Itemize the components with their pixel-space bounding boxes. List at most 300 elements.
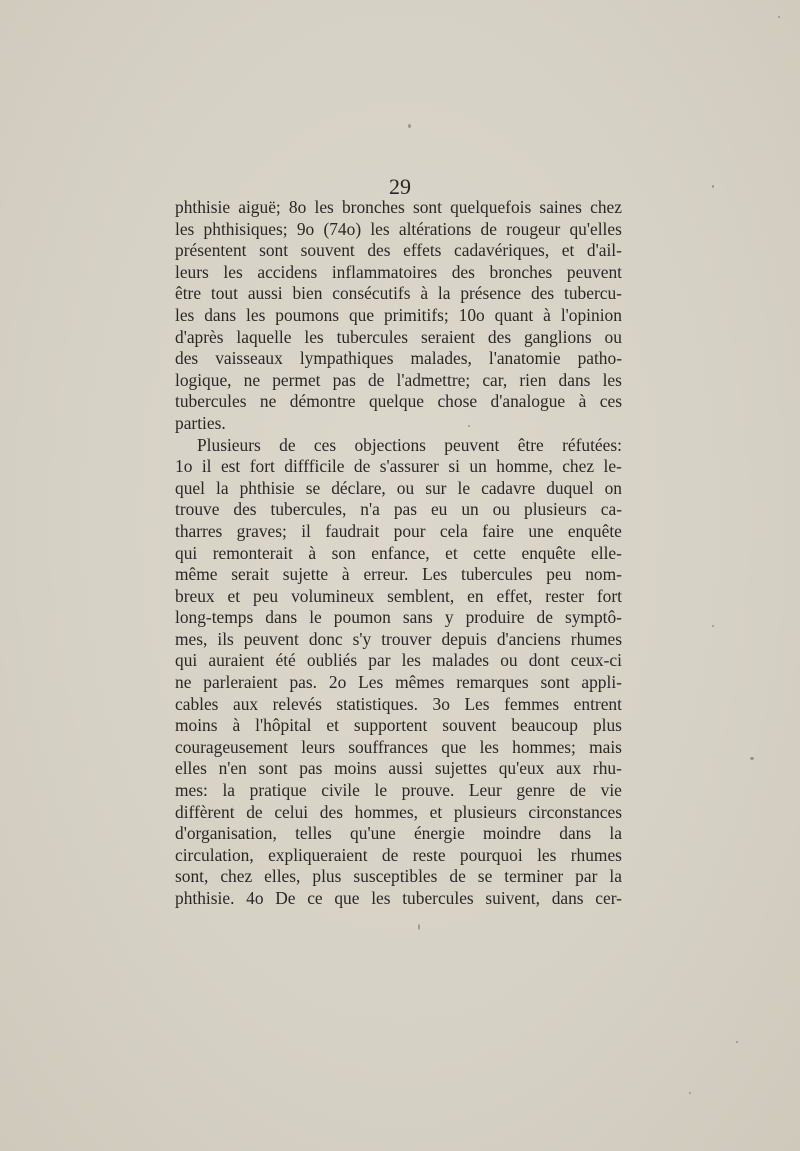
word: parties. — [175, 412, 226, 433]
word: rhumes — [570, 628, 622, 649]
word: consécutifs — [332, 283, 411, 304]
word: plus — [592, 715, 622, 736]
paper-speck — [689, 1092, 691, 1094]
word: peuvent — [243, 628, 299, 649]
word: ganglions — [523, 326, 592, 347]
word: l'anatomie — [488, 348, 561, 369]
word: des — [530, 283, 555, 304]
word: ou — [492, 499, 511, 520]
word: supportent — [353, 715, 428, 736]
text-line — [175, 607, 622, 629]
word: enfance, — [371, 542, 430, 563]
word: pourquoi — [459, 844, 523, 865]
paper-speck — [778, 16, 780, 18]
word: ce — [307, 888, 323, 908]
word: sont — [259, 240, 289, 261]
word: nom- — [585, 564, 622, 585]
word: peu — [253, 585, 279, 606]
word: phthisiques; — [203, 218, 288, 239]
paper-speck — [736, 1041, 738, 1043]
word: 10o — [458, 304, 485, 325]
word: peuvent — [566, 261, 622, 282]
word: dans — [551, 888, 584, 908]
word: Les — [464, 693, 490, 714]
word: mes: — [175, 780, 208, 801]
text-line — [175, 758, 622, 780]
word: se — [477, 866, 493, 887]
text-line — [175, 240, 622, 262]
word: rien — [519, 369, 547, 390]
word: des — [319, 801, 343, 822]
word: prouve. — [401, 780, 455, 801]
word: déclare, — [331, 477, 386, 498]
word: permet — [272, 369, 321, 390]
word: ne — [243, 369, 261, 390]
word: sur — [425, 477, 447, 498]
word: réfutées: — [562, 434, 622, 455]
word: plusieurs — [453, 801, 517, 822]
word: qu'elles — [569, 218, 622, 239]
word: malades, — [410, 348, 472, 369]
word: vaisseaux — [215, 348, 283, 369]
word: 8o — [288, 197, 307, 217]
word: auraient — [208, 650, 265, 671]
word: à — [420, 283, 429, 304]
word: à — [341, 564, 350, 585]
word: elles, — [264, 866, 301, 887]
word: les — [175, 304, 195, 325]
text-line — [175, 694, 622, 716]
word: sont — [540, 672, 570, 693]
word: depuis — [441, 628, 487, 649]
word: erreur. — [363, 564, 409, 585]
word: s'assurer — [379, 456, 439, 477]
word: d'organisation, — [175, 823, 277, 844]
text-line — [175, 780, 622, 802]
word: dans — [559, 823, 592, 844]
word: tubercules — [402, 888, 474, 908]
word: sujettes — [434, 758, 488, 779]
word: la — [437, 283, 451, 304]
word: susceptibles — [353, 866, 438, 887]
word: aussi — [247, 283, 283, 304]
word: le — [309, 607, 322, 628]
word: et — [326, 715, 339, 736]
word: est — [220, 456, 241, 477]
text-line — [175, 456, 622, 478]
word: 2o — [328, 672, 347, 693]
word: cadavre — [481, 477, 536, 498]
word: bien — [292, 283, 323, 304]
word: qu'une — [350, 823, 396, 844]
word: diffèrent — [175, 801, 235, 822]
text-line — [175, 413, 622, 435]
word: femmes — [504, 693, 560, 714]
word: sujette — [282, 564, 329, 585]
word: la — [215, 477, 229, 498]
word: d'analogue — [490, 391, 566, 412]
word: fort — [249, 456, 275, 477]
word: souvent — [300, 240, 355, 261]
word: Leur — [468, 780, 502, 801]
word: et — [227, 585, 241, 606]
paper-speck — [712, 625, 714, 627]
word: ils — [217, 628, 234, 649]
word: bronches — [341, 197, 405, 217]
word: produire — [465, 607, 525, 628]
text-line — [175, 823, 622, 845]
word: genre — [516, 780, 555, 801]
word: démontre — [289, 391, 356, 412]
word: rhu- — [592, 758, 622, 779]
text-line — [175, 586, 622, 608]
word: pas — [393, 499, 417, 520]
word: sont — [258, 758, 288, 779]
word: aux — [232, 693, 259, 714]
word: qu'eux — [498, 758, 545, 779]
word: des — [175, 348, 199, 369]
word: rester — [545, 585, 584, 606]
word: sans — [402, 607, 433, 628]
text-line — [175, 197, 622, 219]
word: long-temps — [175, 607, 254, 628]
word: de — [381, 844, 399, 865]
word: 9o — [296, 218, 315, 239]
word: circulation, — [175, 844, 254, 865]
word: laquelle — [236, 326, 292, 347]
word: plusieurs — [524, 499, 587, 520]
word: chose — [437, 391, 478, 412]
word: si — [448, 456, 460, 477]
word: de — [279, 434, 296, 455]
word: primitifs; — [383, 304, 449, 325]
text-line — [175, 370, 622, 392]
word: mêmes — [395, 672, 445, 693]
word: objections — [354, 434, 426, 455]
word: à — [543, 304, 551, 325]
word: par — [575, 866, 598, 887]
word: aux — [556, 758, 582, 779]
word: trouver — [381, 628, 432, 649]
text-line — [175, 305, 622, 327]
word: quant — [494, 304, 534, 325]
word: 3o — [432, 693, 450, 714]
word: malades — [432, 650, 490, 671]
word: chez — [590, 197, 622, 217]
text-line — [175, 521, 622, 543]
word: celui — [274, 801, 309, 822]
word: lympathiques — [299, 348, 394, 369]
word: et — [445, 542, 458, 563]
word: statistiques. — [336, 693, 419, 714]
word: effets — [403, 240, 442, 261]
word: aussi — [388, 758, 424, 779]
word: poumon — [333, 607, 391, 628]
word: énergie — [413, 823, 465, 844]
word: effet, — [496, 585, 533, 606]
word: quelquefois — [450, 197, 532, 217]
word: chez — [220, 866, 253, 887]
word: peu — [546, 564, 572, 585]
word: bronches — [489, 261, 553, 282]
word: de — [246, 801, 263, 822]
word: oubliés — [306, 650, 358, 671]
word: suivent, — [485, 888, 540, 908]
word: accidens — [257, 261, 318, 282]
word: 1o — [175, 456, 193, 477]
word: n'a — [360, 499, 380, 520]
page-number: 29 — [389, 174, 411, 199]
word: de — [569, 780, 587, 801]
word: par — [368, 650, 391, 671]
word: faudrait — [325, 520, 380, 541]
word: mais — [589, 736, 622, 757]
word: la — [222, 780, 236, 801]
word: circonstances — [528, 801, 622, 822]
text-line — [175, 435, 622, 457]
text-line — [175, 650, 622, 672]
word: pas — [299, 758, 323, 779]
word: il — [201, 456, 212, 477]
word: les — [175, 218, 195, 239]
word: ou — [396, 477, 415, 498]
text-line — [175, 219, 622, 241]
word: de — [449, 866, 466, 887]
word: été — [275, 650, 296, 671]
word: logique, — [175, 369, 232, 390]
word: qui — [175, 650, 198, 671]
word: de — [353, 456, 371, 477]
word: les — [246, 304, 266, 325]
word: les — [401, 650, 421, 671]
word: dont — [528, 650, 560, 671]
word: enquête — [521, 542, 576, 563]
word: moins — [334, 758, 377, 779]
word: mes, — [175, 628, 208, 649]
word: son — [331, 542, 356, 563]
word: remarques — [456, 672, 529, 693]
word: un — [461, 499, 479, 520]
word: les — [223, 261, 243, 282]
word: à — [578, 391, 587, 412]
word: s'y — [352, 628, 372, 649]
text-line — [175, 737, 622, 759]
text-line — [175, 672, 622, 694]
word: elle- — [591, 542, 622, 563]
text-line — [175, 499, 622, 521]
word: leurs — [175, 261, 209, 282]
word: dans — [558, 369, 591, 390]
word: volumineux — [291, 585, 375, 606]
word: des — [367, 240, 391, 261]
word: saines — [539, 197, 582, 217]
word: cer- — [595, 888, 622, 908]
word: pour — [393, 520, 426, 541]
word: donc — [308, 628, 343, 649]
word: serait — [231, 564, 269, 585]
paper-speck — [750, 757, 754, 760]
word: même — [175, 564, 218, 585]
word: des — [487, 326, 512, 347]
word: reste — [412, 844, 446, 865]
word: ne — [259, 391, 277, 412]
text-line — [175, 629, 622, 651]
word: les — [479, 736, 499, 757]
word: les — [537, 844, 557, 865]
word: que — [441, 736, 467, 757]
word: vie — [600, 780, 622, 801]
word: plus — [312, 866, 342, 887]
word: et — [561, 240, 575, 261]
text-line — [175, 478, 622, 500]
body-text — [175, 197, 622, 910]
word: beaucoup — [511, 715, 578, 736]
word: hommes; — [512, 736, 576, 757]
word: des — [451, 261, 475, 282]
word: tubercules, — [270, 499, 347, 520]
word: l'hôpital — [255, 715, 312, 736]
word: les — [314, 197, 334, 217]
text-line — [175, 845, 622, 867]
word: tubercules — [336, 326, 409, 347]
word: trouve — [175, 499, 220, 520]
word: De — [275, 888, 296, 908]
word: tharres — [175, 520, 223, 541]
word: pas. — [289, 672, 318, 693]
word: appli- — [581, 672, 622, 693]
word: des — [233, 499, 257, 520]
word: peuvent — [444, 434, 500, 455]
word: les — [371, 888, 391, 908]
word: pratique — [249, 780, 307, 801]
word: que — [334, 888, 360, 908]
word: dans — [265, 607, 298, 628]
word: terminer — [504, 866, 564, 887]
word: Les — [422, 564, 448, 585]
word: poumons — [275, 304, 340, 325]
word: phthisie — [175, 197, 231, 217]
word: sont — [412, 197, 442, 217]
word: un — [469, 456, 487, 477]
word: tubercules — [175, 391, 247, 412]
paper-speck — [418, 924, 420, 930]
word: leurs — [301, 736, 336, 757]
word: rhumes — [570, 844, 622, 865]
word: homme, — [496, 456, 553, 477]
word: eu — [430, 499, 448, 520]
word: à — [308, 542, 317, 563]
word: de — [536, 607, 553, 628]
word: moindre — [483, 823, 542, 844]
word: patho- — [577, 348, 622, 369]
word: n'en — [218, 758, 247, 779]
word: inflammatoires — [331, 261, 438, 282]
word: car, — [482, 369, 508, 390]
word: civile — [321, 780, 360, 801]
word: la — [609, 866, 622, 887]
word: moins — [175, 715, 218, 736]
word: à — [232, 715, 241, 736]
word: sont, — [175, 866, 209, 887]
word: Les — [358, 672, 384, 693]
word: présence — [460, 283, 522, 304]
word: duquel — [546, 477, 594, 498]
word: phthisie. — [175, 888, 235, 908]
word: souvent — [442, 715, 497, 736]
word: semblent, — [387, 585, 455, 606]
word: seraient — [420, 326, 476, 347]
word: de — [367, 369, 385, 390]
word: de — [480, 218, 497, 239]
word: pas — [332, 369, 356, 390]
word: fort — [596, 585, 622, 606]
word: cela — [439, 520, 468, 541]
word: hommes, — [354, 801, 418, 822]
word: parleraient — [203, 672, 278, 693]
word: ca- — [600, 499, 622, 520]
word: diffficile — [284, 456, 345, 477]
word: en — [467, 585, 484, 606]
word: elles — [175, 758, 207, 779]
word: les — [602, 369, 622, 390]
paper-speck — [712, 185, 714, 188]
word: relevés — [272, 693, 322, 714]
word: les — [304, 326, 324, 347]
text-line — [175, 262, 622, 284]
text-line — [175, 327, 622, 349]
word: quelque — [368, 391, 424, 412]
word: breux — [175, 585, 215, 606]
word: (74o) — [323, 218, 362, 239]
word: altérations — [398, 218, 472, 239]
text-line — [175, 866, 622, 888]
word: faire — [482, 520, 515, 541]
text-line — [175, 564, 622, 586]
word: chez — [562, 456, 595, 477]
word: enquête — [567, 520, 622, 541]
word: tubercules — [461, 564, 533, 585]
word: ne — [175, 672, 192, 693]
word: l'admettre; — [396, 369, 471, 390]
word: telles — [295, 823, 332, 844]
word: rougeur — [506, 218, 561, 239]
word: ceux-ci — [570, 650, 622, 671]
word: ces — [599, 391, 622, 412]
word: les — [370, 218, 390, 239]
text-line — [175, 283, 622, 305]
word: courageusement — [175, 736, 288, 757]
word: entrent — [573, 693, 622, 714]
word: d'anciens — [496, 628, 561, 649]
text-line — [175, 543, 622, 565]
word: dans — [204, 304, 237, 325]
word: et — [429, 801, 443, 822]
word: il — [301, 520, 311, 541]
word: la — [609, 823, 622, 844]
word: tout — [210, 283, 238, 304]
word: se — [305, 477, 321, 498]
word: ces — [313, 434, 337, 455]
word: ou — [604, 326, 622, 347]
word: phthisie — [239, 477, 295, 498]
word: symptô- — [564, 607, 622, 628]
word: être — [175, 283, 202, 304]
word: l'opinion — [560, 304, 622, 325]
word: le — [374, 780, 388, 801]
word: 4o — [246, 888, 264, 908]
word: remonterait — [212, 542, 293, 563]
word: d'après — [175, 326, 224, 347]
